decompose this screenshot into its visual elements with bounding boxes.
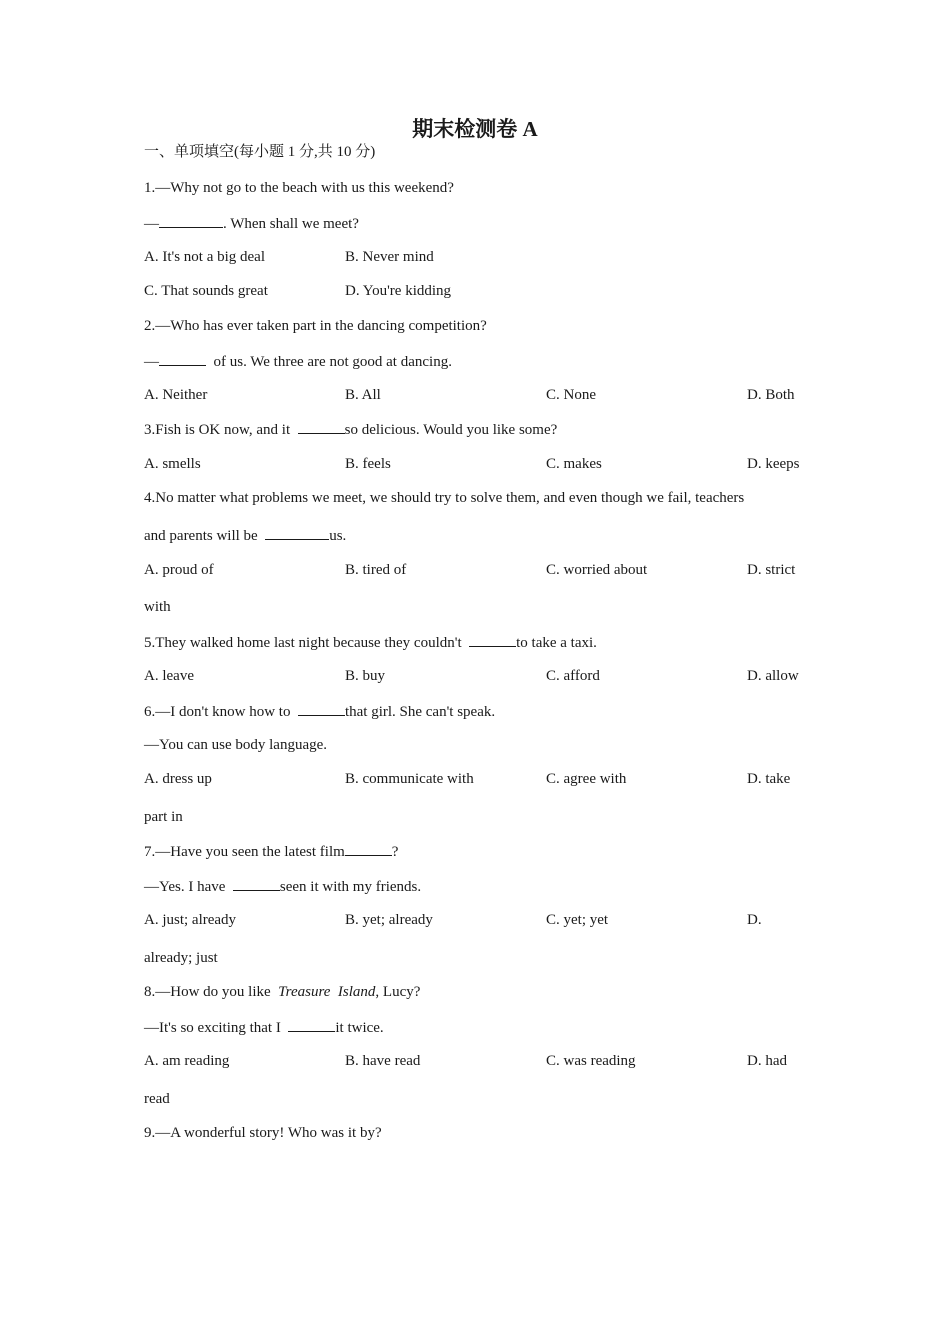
- q7-option-b: B. yet; already: [345, 912, 433, 928]
- q6-blank: [298, 702, 345, 716]
- q3-option-c: C. makes: [546, 456, 602, 472]
- q7-blank-2: [233, 877, 280, 891]
- q4-stem: 4.No matter what problems we meet, we should try to solve them, and even though we fail, teachers: [144, 490, 745, 506]
- q1-stem: 1.—Why not go to the beach with us this weekend?: [144, 180, 454, 196]
- q4-option-a: A. proud of: [144, 562, 214, 578]
- q2-blank: [159, 352, 206, 366]
- q7-blank-1: [345, 842, 392, 856]
- q1-option-d: D. You're kidding: [345, 283, 452, 299]
- exam-title: 期末检测卷 A: [412, 117, 538, 141]
- q8-option-c: C. was reading: [546, 1053, 636, 1069]
- q1-blank: [159, 214, 223, 228]
- q5-option-b: B. buy: [345, 668, 386, 684]
- q2-option-b: B. All: [345, 387, 381, 403]
- q7-option-d: D.: [747, 912, 762, 928]
- q8-option-b: B. have read: [345, 1053, 421, 1069]
- q8-book-title: Treasure Island: [278, 984, 376, 1000]
- q6-stem: 6.—I don't know how to that girl. She can't speak.: [144, 704, 496, 720]
- q5-option-c: C. afford: [546, 668, 600, 684]
- q4-option-b: B. tired of: [345, 562, 407, 578]
- q6-option-a: A. dress up: [144, 771, 212, 787]
- q1-option-b: B. Never mind: [345, 249, 434, 265]
- q1-reply: — . When shall we meet?: [144, 216, 359, 232]
- q8-reply: —It's so exciting that I it twice.: [144, 1020, 384, 1036]
- q7-option-d-wrap: already; just: [144, 950, 218, 966]
- q5-option-a: A. leave: [144, 668, 194, 684]
- q8-option-d-wrap: read: [144, 1091, 170, 1107]
- q5-option-d: D. allow: [747, 668, 799, 684]
- q4-option-d: D. strict: [747, 562, 796, 578]
- q3-stem: 3.Fish is OK now, and it so delicious. Would you like some?: [144, 422, 558, 438]
- q5-blank: [469, 633, 516, 647]
- q3-option-d: D. keeps: [747, 456, 800, 472]
- q6-option-c: C. agree with: [546, 771, 627, 787]
- q8-stem: 8.—How do you like Treasure Island, Lucy?: [144, 984, 421, 1000]
- q1-option-c: C. That sounds great: [144, 283, 268, 299]
- q8-option-a: A. am reading: [144, 1053, 230, 1069]
- q7-option-c: C. yet; yet: [546, 912, 609, 928]
- q2-reply: — of us. We three are not good at dancing.: [144, 354, 452, 370]
- q3-blank: [298, 420, 345, 434]
- q4-stem-continued: and parents will be us.: [144, 528, 347, 544]
- q6-option-b: B. communicate with: [345, 771, 474, 787]
- q2-stem: 2.—Who has ever taken part in the dancing competition?: [144, 318, 487, 334]
- q6-option-d-wrap: part in: [144, 809, 183, 825]
- q7-stem: 7.—Have you seen the latest film ?: [144, 844, 399, 860]
- q6-reply: —You can use body language.: [144, 737, 328, 753]
- q1-option-a: A. It's not a big deal: [144, 249, 266, 265]
- q2-option-c: C. None: [546, 387, 596, 403]
- q3-option-b: B. feels: [345, 456, 391, 472]
- q7-reply: —Yes. I have seen it with my friends.: [144, 879, 422, 895]
- q4-option-c: C. worried about: [546, 562, 648, 578]
- q2-option-a: A. Neither: [144, 387, 208, 403]
- q6-option-d: D. take: [747, 771, 791, 787]
- section-heading: 一、单项填空(每小题 1 分,共 10 分): [144, 144, 376, 160]
- q3-option-a: A. smells: [144, 456, 201, 472]
- q8-blank: [288, 1018, 335, 1032]
- q7-option-a: A. just; already: [144, 912, 237, 928]
- q4-blank: [265, 526, 329, 540]
- q9-stem: 9.—A wonderful story! Who was it by?: [144, 1125, 382, 1141]
- q4-option-d-wrap: with: [144, 599, 171, 615]
- q5-stem: 5.They walked home last night because they couldn't to take a taxi.: [144, 635, 597, 651]
- q8-option-d: D. had: [747, 1053, 787, 1069]
- q2-option-d: D. Both: [747, 387, 795, 403]
